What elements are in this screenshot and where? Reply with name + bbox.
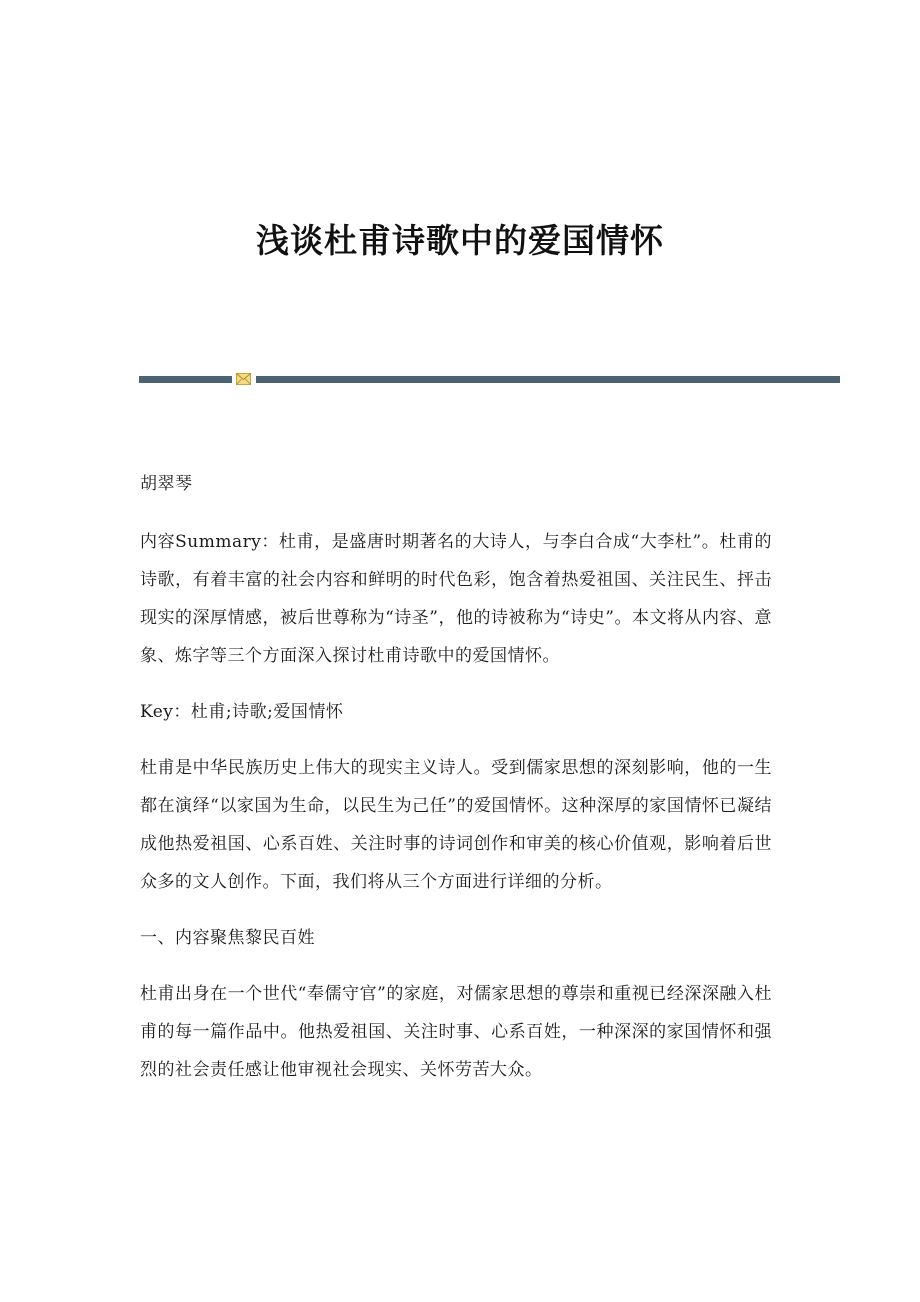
document-body bbox=[140, 465, 772, 1089]
section-paragraph: 杜甫出身在一个世代“奉儒守官”的家庭，对儒家思想的尊崇和重视已经深深融入杜甫的每一篇作品中。他热爱祖国、关注时事、心系百姓，一种深深的家国情怀和强烈的社会责任感让他审视社会现实、关怀劳苦大众。 bbox=[140, 984, 772, 1080]
document-title: 浅谈杜甫诗歌中的爱国情怀 bbox=[256, 221, 664, 260]
author-name: 胡翠琴 bbox=[140, 474, 193, 494]
section-heading: 一、内容聚焦黎民百姓 bbox=[140, 928, 315, 948]
divider-bar-left bbox=[139, 376, 232, 383]
divider-bar-right bbox=[256, 376, 840, 383]
intro-paragraph: 杜甫是中华民族历史上伟大的现实主义诗人。受到儒家思想的深刻影响，他的一生都在演绎“以家国为生命，以民生为己任”的爱国情怀。这种深厚的家国情怀已凝结成他热爱祖国、心系百姓、关注时事的诗词创作和审美的核心价值观，影响着后世众多的文人创作。下面，我们将从三个方面进行详细的分析。 bbox=[140, 758, 772, 892]
summary-paragraph: 内容Summary：杜甫，是盛唐时期著名的大诗人，与李白合成“大李杜”。杜甫的诗歌，有着丰富的社会内容和鲜明的时代色彩，饱含着热爱祖国、关注民生、抨击现实的深厚情感，被后世尊称为“诗圣”，他的诗被称为“诗史”。本文将从内容、意象、炼字等三个方面深入探讨杜甫诗歌中的爱国情怀。 bbox=[140, 532, 772, 666]
envelope-ornament-icon bbox=[236, 373, 251, 385]
keywords-line: Key：杜甫;诗歌;爱国情怀 bbox=[140, 702, 344, 722]
title-divider bbox=[139, 373, 840, 385]
